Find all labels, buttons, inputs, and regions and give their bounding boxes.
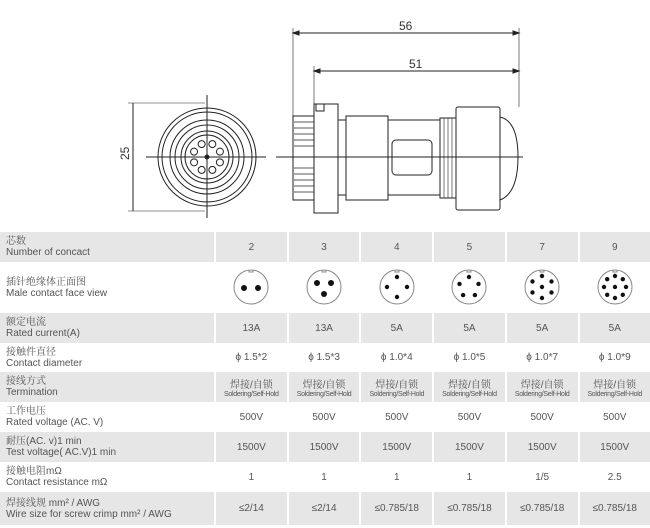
cell: ϕ 1.5*2 <box>215 343 288 372</box>
label-en: Wire size for screw crimp mm² / AWG <box>6 508 172 520</box>
cell: 1500V <box>506 432 579 462</box>
label-en: Test voltage( AC.V)1 min <box>6 447 117 458</box>
cell-zh: 焊接/自锁 <box>302 380 346 391</box>
cell <box>506 372 579 402</box>
connector-drawing <box>0 0 650 228</box>
cell: 5A <box>506 313 579 343</box>
cell: 1500V <box>288 432 361 462</box>
row-label <box>0 313 215 343</box>
row-label <box>0 432 215 462</box>
cell-en: Soldering/Self-Hold <box>296 391 352 398</box>
contact-face-icon <box>304 266 344 306</box>
cell <box>433 372 506 402</box>
table-row <box>0 372 650 402</box>
dim-56-label: 56 <box>399 19 413 33</box>
cell: ≤0.785/18 <box>433 492 506 525</box>
cell: ϕ 1.0*7 <box>506 343 579 372</box>
row-label <box>0 492 215 525</box>
cell: ϕ 1.0*5 <box>433 343 506 372</box>
label-en: Contact diameter <box>6 357 83 369</box>
row-label <box>0 232 215 262</box>
table-row <box>0 492 650 525</box>
cell: 13A <box>215 313 288 343</box>
label-en: Rated voltage (AC. V) <box>6 417 104 428</box>
row-label <box>0 372 215 402</box>
row-label <box>0 343 215 372</box>
cell: ≤0.785/18 <box>360 492 433 525</box>
cell: 5A <box>579 313 650 343</box>
cell: 5A <box>360 313 433 343</box>
spec-table <box>0 232 650 525</box>
label-en: Male contact face view <box>6 287 108 299</box>
table-row <box>0 462 650 492</box>
dim-25-label: 25 <box>118 146 132 160</box>
label-zh: 接触件直径 <box>6 346 56 358</box>
cell-zh: 焊接/自锁 <box>229 380 273 391</box>
row-label <box>0 462 215 492</box>
contact-face-icon <box>522 266 562 306</box>
cell-face-view <box>506 262 579 313</box>
cell <box>215 372 288 402</box>
label-en: Contact resistance mΩ <box>6 477 108 488</box>
dimension-51 <box>314 57 519 104</box>
label-en: Termination <box>6 387 58 398</box>
cell-face-view <box>288 262 361 313</box>
cell: 1/5 <box>506 462 579 492</box>
cell: 1500V <box>360 432 433 462</box>
dim-51-label: 51 <box>409 57 423 71</box>
cell <box>288 372 361 402</box>
contact-face-icon <box>377 266 417 306</box>
cell-zh: 焊接/自锁 <box>593 380 637 391</box>
cell: 1 <box>433 462 506 492</box>
label-zh: 耐压(AC. v)1 min <box>6 436 82 447</box>
cell: 500V <box>288 402 361 432</box>
cell: 1 <box>288 462 361 492</box>
cell: 5 <box>433 232 506 262</box>
cell: 500V <box>360 402 433 432</box>
cell: ϕ 1.0*9 <box>598 352 631 363</box>
cell-face-view <box>579 262 650 313</box>
dimension-56 <box>293 19 519 116</box>
table-row <box>0 262 650 313</box>
cell: 1 <box>215 462 288 492</box>
cell: 1 <box>360 462 433 492</box>
cell: 2.5 <box>607 471 622 483</box>
label-en: Rated current(A) <box>6 328 80 339</box>
table-row <box>0 402 650 432</box>
cell: 3 <box>288 232 361 262</box>
cell: 2 <box>215 232 288 262</box>
cell: 13A <box>288 313 361 343</box>
front-view <box>146 95 266 218</box>
table-row <box>0 343 650 372</box>
cell-en: Soldering/Self-Hold <box>587 391 643 398</box>
cell-en: Soldering/Self-Hold <box>514 391 570 398</box>
cell: ≤0.785/18 <box>506 492 579 525</box>
cell: 1500V <box>215 432 288 462</box>
label-zh: 接线方式 <box>6 376 46 387</box>
cell-zh: 焊接/自锁 <box>375 380 419 391</box>
row-label <box>0 402 215 432</box>
cell: 9 <box>579 232 650 262</box>
cell: 500V <box>506 402 579 432</box>
label-zh: 工作电压 <box>6 406 46 417</box>
cell: 1500V <box>579 432 650 462</box>
cell-face-view <box>360 262 433 313</box>
label-zh: 插针绝缘体正面图 <box>6 276 86 288</box>
cell: ≤2/14 <box>288 492 361 525</box>
cell: 500V <box>215 402 288 432</box>
cell-en: Soldering/Self-Hold <box>224 391 279 398</box>
cell: 4 <box>360 232 433 262</box>
contact-face-icon <box>595 266 635 306</box>
cell-face-view <box>433 262 506 313</box>
cell <box>579 372 650 402</box>
cell: 500V <box>433 402 506 432</box>
side-view <box>276 104 523 213</box>
label-zh: 额定电流 <box>6 317 46 328</box>
contact-face-icon <box>449 266 489 306</box>
label-zh: 焊接线规 mm² / AWG <box>6 497 101 509</box>
cell-zh: 焊接/自锁 <box>520 380 564 391</box>
contact-face-icon <box>231 266 271 306</box>
table-row <box>0 432 650 462</box>
label-en: Number of concact <box>6 247 90 258</box>
table-row <box>0 232 650 262</box>
cell: ϕ 1.0*4 <box>360 343 433 372</box>
cell-en: Soldering/Self-Hold <box>369 391 425 398</box>
cell: 500V <box>603 411 627 423</box>
cell: 7 <box>506 232 579 262</box>
row-label <box>0 262 215 313</box>
cell-face-view <box>215 262 288 313</box>
cell: 1500V <box>433 432 506 462</box>
cell: ϕ 1.5*3 <box>288 343 361 372</box>
label-zh: 接触电阻mΩ <box>6 466 62 477</box>
cell: 5A <box>433 313 506 343</box>
cell: ≤0.785/18 <box>579 492 650 525</box>
cell <box>360 372 433 402</box>
cell: ≤2/14 <box>215 492 288 525</box>
label-zh: 芯数 <box>6 236 26 247</box>
cell-en: Soldering/Self-Hold <box>442 391 497 398</box>
table-row <box>0 313 650 343</box>
cell-zh: 焊接/自锁 <box>448 380 491 391</box>
